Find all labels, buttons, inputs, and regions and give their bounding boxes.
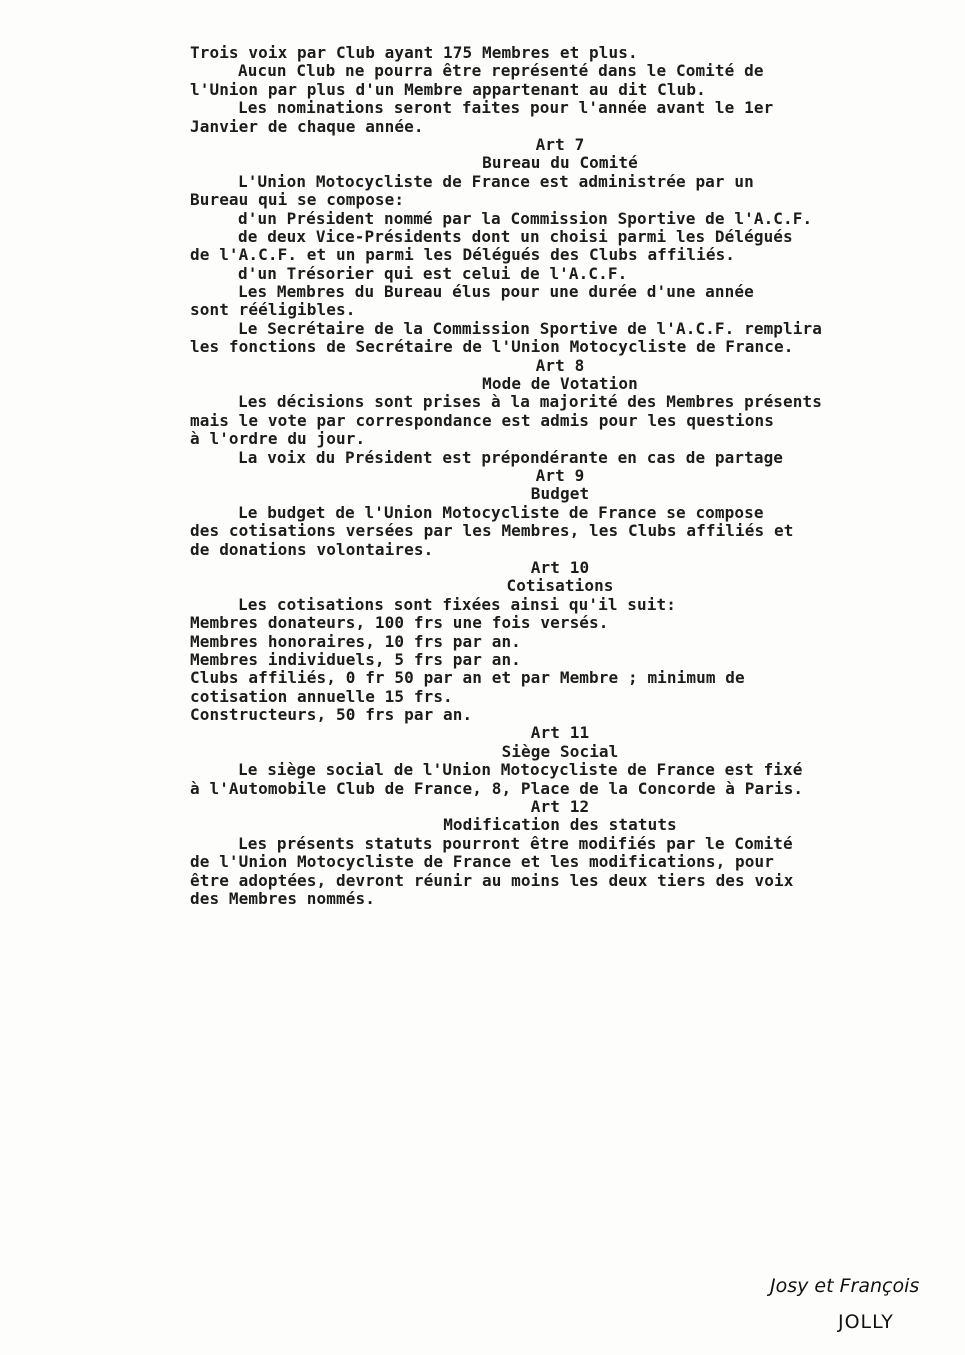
text-line: l'Union par plus d'un Membre appartenant au dit Club. (190, 79, 706, 99)
typed-statutes-text (190, 44, 950, 908)
text-line: les fonctions de Secrétaire de l'Union Motocycliste de France. (190, 337, 794, 357)
signature-block (760, 1268, 960, 1340)
article-heading-line: Art 9 (535, 465, 585, 485)
text-line: Les Membres du Bureau élus pour une durée d'une année (238, 282, 754, 302)
article-heading-line: Mode de Votation (482, 374, 638, 394)
text-line: d'un Président nommé par la Commission Sportive de l'A.C.F. (238, 208, 813, 228)
article-heading-line: Art 10 (530, 557, 590, 577)
text-line: Clubs affiliés, 0 fr 50 par an et par Membre ; minimum de (190, 668, 745, 688)
text-line: à l'Automobile Club de France, 8, Place de la Concorde à Paris. (190, 778, 804, 798)
text-line: Le Secrétaire de la Commission Sportive de l'A.C.F. remplira (238, 318, 822, 338)
text-line: de donations volontaires. (190, 539, 434, 559)
text-line: Les décisions sont prises à la majorité des Membres présents (238, 392, 822, 412)
text-line: Bureau qui se compose: (190, 190, 405, 210)
text-line: de l'Union Motocycliste de France et les modifications, pour (190, 852, 774, 872)
text-line: d'un Trésorier qui est celui de l'A.C.F. (238, 263, 628, 283)
text-line: des cotisations versées par les Membres, les Clubs affiliés et (190, 521, 794, 541)
text-line: La voix du Président est prépondérante en cas de partage (238, 447, 784, 467)
text-line: Membres honoraires, 10 frs par an. (190, 631, 521, 651)
text-line: Les cotisations sont fixées ainsi qu'il suit: (238, 594, 676, 614)
text-line: cotisation annuelle 15 frs. (190, 686, 453, 706)
text-line: Aucun Club ne pourra être représenté dans le Comité de (238, 61, 764, 81)
article-heading-line: Bureau du Comité (482, 153, 638, 173)
text-line: mais le vote par correspondance est admis pour les questions (190, 410, 774, 430)
article-heading-line: Siège Social (501, 741, 619, 761)
article-heading-line: Art 12 (530, 797, 590, 817)
signature-surname: JOLLY (838, 1311, 894, 1333)
text-line: Les présents statuts pourront être modifiés par le Comité (238, 833, 793, 853)
text-line: Trois voix par Club ayant 175 Membres et plus. (190, 43, 638, 62)
text-line: de l'A.C.F. et un parmi les Délégués des Clubs affiliés. (190, 245, 736, 265)
article-heading-line: Modification des statuts (443, 815, 677, 835)
text-line: à l'ordre du jour. (190, 429, 366, 449)
article-heading-line: Art 11 (530, 723, 590, 743)
text-line: Membres individuels, 5 frs par an. (190, 649, 521, 669)
text-line: des Membres nommés. (190, 888, 375, 908)
text-line: être adoptées, devront réunir au moins les deux tiers des voix (190, 870, 794, 890)
text-line: L'Union Motocycliste de France est administrée par un (238, 171, 754, 191)
text-line: Les nominations seront faites pour l'année avant le 1er (238, 98, 774, 118)
text-line: Membres donateurs, 100 frs une fois versés. (190, 613, 609, 633)
article-heading-line: Art 8 (535, 355, 585, 375)
text-line: sont rééligibles. (190, 300, 356, 320)
text-line: Janvier de chaque année. (190, 116, 424, 136)
text-line: de deux Vice-Présidents dont un choisi parmi les Délégués (238, 226, 793, 246)
text-line: Le siège social de l'Union Motocycliste de France est fixé (238, 760, 803, 780)
signature-first-names: Josy et François (770, 1275, 920, 1297)
article-heading-line: Art 7 (535, 134, 585, 154)
text-line: Le budget de l'Union Motocycliste de France se compose (238, 502, 764, 522)
article-heading-line: Budget (530, 484, 590, 504)
text-line: Constructeurs, 50 frs par an. (190, 705, 473, 725)
article-heading-line: Cotisations (506, 576, 614, 596)
